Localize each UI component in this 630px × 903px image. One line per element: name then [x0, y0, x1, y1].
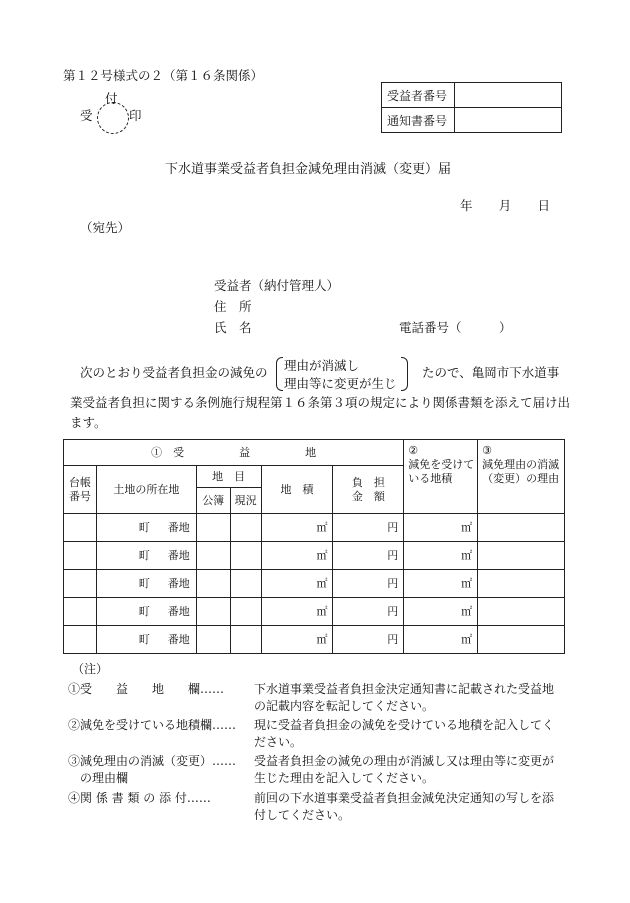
header-reduced-area: ② 減免を受けている地積 [404, 440, 478, 514]
reason-cell[interactable] [478, 542, 565, 570]
applicant-role: 受益者（納付管理人） [214, 278, 340, 293]
option-changed: 理由等に変更が生じ [284, 376, 397, 391]
charge-cell[interactable] [333, 542, 404, 570]
option-extinguished: 理由が消滅し [284, 358, 360, 373]
header-charge-amount: 負 担 金 額 [333, 466, 404, 514]
current-cell[interactable] [230, 570, 261, 598]
yen-unit: 円 [387, 576, 399, 590]
current-cell[interactable] [230, 514, 261, 542]
charge-cell[interactable] [333, 570, 404, 598]
reason-cell[interactable] [478, 514, 565, 542]
area-cell[interactable] [261, 514, 333, 542]
note-key: ①受 益 地 欄…… [68, 682, 225, 696]
date-day: 日 [537, 198, 550, 213]
location-cell[interactable] [96, 598, 196, 626]
lot-label: 番地 [167, 632, 190, 646]
addressee: （宛先） [80, 220, 131, 235]
yen-unit: 円 [387, 604, 399, 618]
notice-number-label: 通知書番号 [382, 108, 455, 133]
brace-right-icon [401, 357, 408, 391]
table-row [64, 598, 565, 626]
header-land-category: 地 目 [196, 466, 261, 488]
note-text: 下水道事業受益者負担金決定通知書に記載された受益地の記載内容を転記してください。 [254, 682, 555, 713]
lot-label: 番地 [167, 604, 190, 618]
date-month: 月 [498, 198, 512, 213]
lot-label: 番地 [167, 576, 190, 590]
table-row [64, 626, 565, 654]
yen-unit: 円 [387, 632, 399, 646]
charge-cell[interactable] [333, 514, 404, 542]
note-text: 現に受益者負担金の減免を受けている地積を記入してください。 [254, 718, 555, 749]
sqm-unit: ㎡ [316, 548, 328, 562]
table-row [64, 514, 565, 542]
sqm-unit: ㎡ [461, 576, 473, 590]
area-cell[interactable] [261, 626, 333, 654]
header-ledger-number: 台帳番号 [64, 466, 97, 514]
lot-label: 番地 [167, 520, 190, 534]
sqm-unit: ㎡ [461, 604, 473, 618]
town-label: 町 [138, 520, 150, 534]
notes-header: （注） [72, 662, 109, 676]
note-text: 受益者負担金の減免の理由が消滅し又は理由等に変更が生じた理由を記入してください。 [254, 754, 555, 785]
beneficiary-number-label: 受益者番号 [382, 83, 455, 108]
sqm-unit: ㎡ [316, 520, 328, 534]
note-text: 前回の下水道事業受益者負担金減免決定通知の写しを添付してください。 [254, 791, 555, 822]
note-key: ②減免を受けている地積欄…… [68, 718, 237, 732]
ledger-number-cell[interactable] [64, 542, 97, 570]
sqm-unit: ㎡ [461, 520, 473, 534]
ledger-number-cell[interactable] [64, 514, 97, 542]
header-reason: ③ 減免理由の消滅（変更）の理由 [478, 440, 565, 514]
body-lead: 次のとおり受益者負担金の減免の [80, 365, 268, 380]
sqm-unit: ㎡ [461, 548, 473, 562]
town-label: 町 [138, 576, 150, 590]
ledger-number-cell[interactable] [64, 598, 97, 626]
number-row [382, 108, 562, 133]
yen-unit: 円 [387, 520, 399, 534]
reason-cell[interactable] [478, 598, 565, 626]
sqm-unit: ㎡ [461, 632, 473, 646]
town-label: 町 [138, 632, 150, 646]
current-cell[interactable] [230, 542, 261, 570]
location-cell[interactable] [96, 514, 196, 542]
charge-cell[interactable] [333, 626, 404, 654]
public-record-cell[interactable] [196, 626, 230, 654]
ledger-number-cell[interactable] [64, 570, 97, 598]
tel-label: 電話番号（ ） [399, 320, 512, 335]
public-record-cell[interactable] [196, 598, 230, 626]
header-benefit-land: ① 受 益 地 [64, 440, 404, 466]
reason-cell[interactable] [478, 570, 565, 598]
location-cell[interactable] [96, 626, 196, 654]
area-cell[interactable] [261, 598, 333, 626]
benefit-land-table [63, 439, 565, 654]
note-key: ④関 係 書 類 の 添 付…… [68, 791, 211, 805]
town-label: 町 [138, 548, 150, 562]
sqm-unit: ㎡ [316, 632, 328, 646]
body-rest: 業受益者負担に関する条例施行規程第１６条第３項の規定により関係書類を添えて届け出ます。 [70, 395, 571, 430]
notice-number-field[interactable] [455, 108, 562, 133]
date-line [460, 196, 550, 214]
brace-left-icon [276, 357, 283, 391]
header-current: 現況 [230, 488, 261, 514]
option-brace [276, 355, 408, 391]
reason-cell[interactable] [478, 626, 565, 654]
number-table [381, 82, 562, 133]
reduced-area-cell[interactable] [404, 542, 478, 570]
location-cell[interactable] [96, 570, 196, 598]
sqm-unit: ㎡ [316, 604, 328, 618]
ledger-number-cell[interactable] [64, 626, 97, 654]
document-title: 下水道事業受益者負担金減免理由消滅（変更）届 [165, 162, 452, 177]
public-record-cell[interactable] [196, 542, 230, 570]
beneficiary-number-field[interactable] [455, 83, 562, 108]
current-cell[interactable] [230, 598, 261, 626]
yen-unit: 円 [387, 548, 399, 562]
header-location: 土地の所在地 [96, 466, 196, 514]
form-number: 第１２号様式の２（第１６条関係） [63, 68, 264, 83]
header-area: 地 積 [261, 466, 333, 514]
reduced-area-cell[interactable] [404, 514, 478, 542]
stamp-char-2: 付 [105, 91, 118, 106]
header-public-record: 公簿 [196, 488, 230, 514]
current-cell[interactable] [230, 626, 261, 654]
lot-label: 番地 [167, 548, 190, 562]
table-row [64, 542, 565, 570]
date-year: 年 [460, 198, 473, 213]
charge-cell[interactable] [333, 598, 404, 626]
reduced-area-cell[interactable] [404, 598, 478, 626]
stamp-char-3: 印 [129, 108, 142, 123]
body-after: たので、亀岡市下水道事 [422, 365, 560, 380]
table-row [64, 570, 565, 598]
sqm-unit: ㎡ [316, 576, 328, 590]
number-row [382, 83, 562, 108]
reduced-area-cell[interactable] [404, 626, 478, 654]
town-label: 町 [138, 604, 150, 618]
area-cell[interactable] [261, 570, 333, 598]
address-label: 住 所 [214, 299, 252, 314]
public-record-cell[interactable] [196, 570, 230, 598]
note-key: ③減免理由の消滅（変更）…… の理由欄 [68, 754, 237, 785]
reception-stamp [80, 92, 160, 140]
stamp-char-1: 受 [80, 108, 93, 123]
location-cell[interactable] [96, 542, 196, 570]
public-record-cell[interactable] [196, 514, 230, 542]
reduced-area-cell[interactable] [404, 570, 478, 598]
area-cell[interactable] [261, 542, 333, 570]
name-label: 氏 名 [214, 320, 252, 335]
